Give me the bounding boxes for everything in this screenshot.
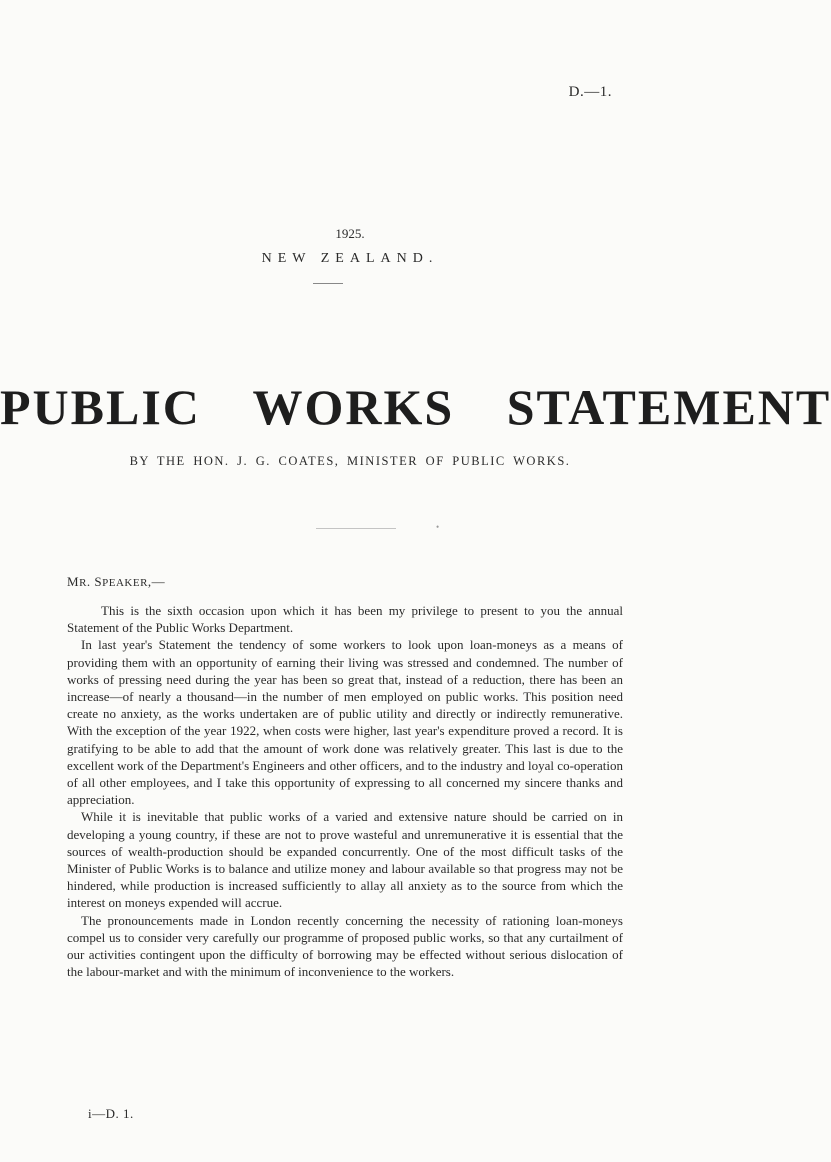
document-title: PUBLIC WORKS STATEMENT [0,379,831,435]
author-byline: BY THE HON. J. G. COATES, MINISTER OF PUBLIC WORKS. [129,454,571,468]
print-speck: • [436,522,440,532]
divider-rule [316,528,396,529]
paragraph: The pronouncements made in London recently concerning the necessity of rationing loan-moneys compel us to consider very carefully our programme of proposed public works, so that any curtailment of our activities contingent upon the difficulty of borrowing may be effected without serious dislocation of the labour-market and with the minimum of inconvenience to the workers. [67,912,623,980]
statement-body [67,602,623,980]
salutation: MR. SPEAKER,— [67,574,166,589]
document-reference: D.—1. [568,84,612,100]
paragraph: In last year's Statement the tendency of some workers to look upon loan-moneys as a means of providing them with an opportunity of earning their living was stressed and condemned. The number of works of pressing need during the year has been so great that, instead of a reduction, there has been an increase—of nearly a thousand—in the number of men employed on public works. This position need create no anxiety, as the works undertaken are of public utility and directly or indirectly remunerative. With the exception of the year 1922, when costs were higher, last year's expenditure proved a record. It is gratifying to be able to add that the amount of work done was relatively greater. This last is due to the excellent work of the Department's Engineers and other officers, and to the industry and loyal co-operation of all other employees, and I take this opportunity of expressing to all concerned my sincere thanks and appreciation. [67,637,623,808]
report-year: 1925. [335,226,365,241]
page-reference: i—D. 1. [88,1106,134,1121]
divider-short [313,283,343,284]
paragraph: This is the sixth occasion upon which it has been my privilege to present to you the annual Statement of the Public Works Department. [67,603,623,636]
paragraph: While it is inevitable that public works of a varied and extensive nature should be carried on in developing a young country, if these are not to prove wasteful and unremunerative it is essential that the sources of wealth-production should be expanded concurrently. One of the most difficult tasks of the Minister of Public Works is to balance and utilize money and labour available so that progress may not be hindered, while production is increased sufficiently to allay all anxiety as to the source from which the interest on moneys expended will accrue. [67,809,623,911]
country-heading: NEW ZEALAND. [261,251,439,266]
